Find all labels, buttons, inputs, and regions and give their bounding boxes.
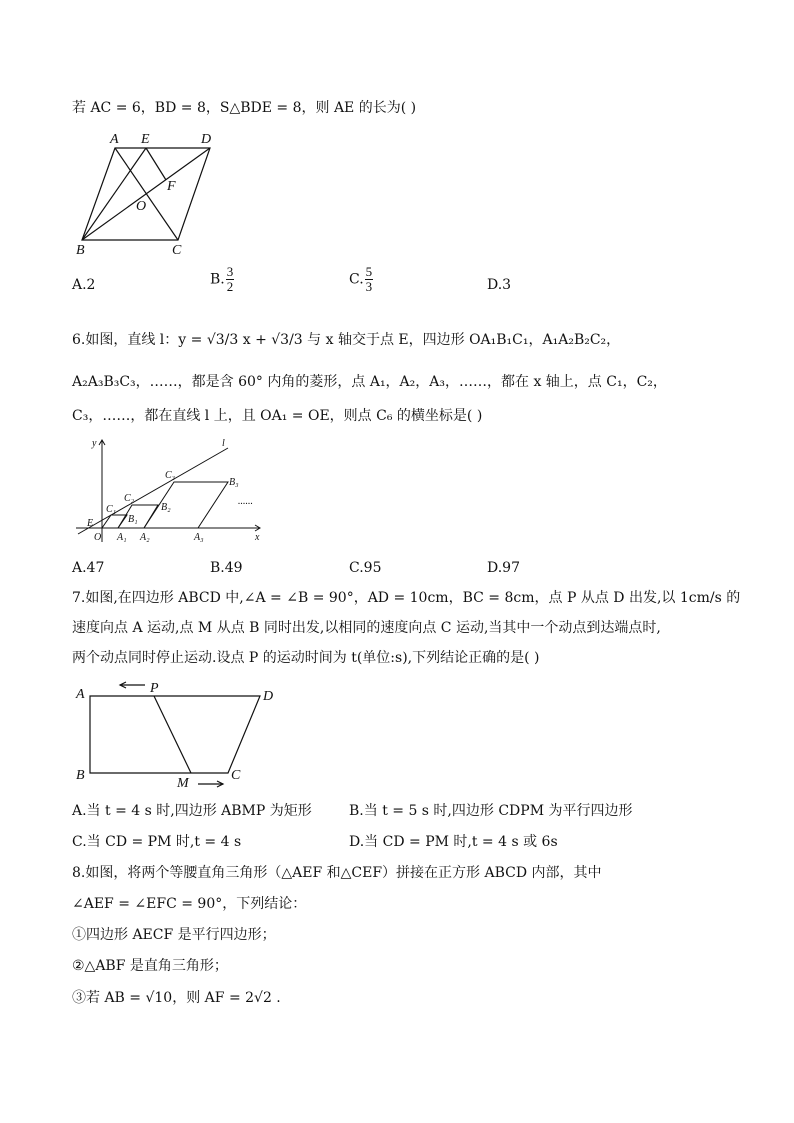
q7-label-p: P xyxy=(150,681,159,696)
q6-label-c3: C₃ xyxy=(165,470,176,481)
q7-figure xyxy=(70,676,290,791)
q7-label-d: D xyxy=(263,689,274,704)
q6-label-x: x xyxy=(255,532,260,543)
q6-line-1: 6.如图，直线 l：y = √3/3 x + √3/3 与 x 轴交于点 E，四边形 OA₁B₁C₁，A₁A₂B₂C₂， xyxy=(72,332,621,348)
q6-label-dots: ...... xyxy=(238,496,253,507)
q6-label-y: y xyxy=(92,438,97,449)
q6-label-e: E xyxy=(87,518,94,529)
q7-line-1: 7.如图,在四边形 ABCD 中,∠A = ∠B = 90°，AD = 10cm，BC = 8cm，点 P 从点 D 出发,以 1cm/s 的 xyxy=(72,590,741,606)
q8-line-2: ∠AEF = ∠EFC = 90°，下列结论： xyxy=(72,896,307,912)
q5-option-b xyxy=(210,265,235,294)
q5-label-f: F xyxy=(167,179,176,194)
q5-option-c-num: 5 xyxy=(365,264,373,279)
q5-label-b: B xyxy=(76,243,85,258)
q5-option-c-prefix: C. xyxy=(349,271,364,288)
q7-option-a: A.当 t = 4 s 时,四边形 ABMP 为矩形 xyxy=(72,803,312,819)
q5-option-b-num: 3 xyxy=(226,264,234,279)
q5-option-d: D.3 xyxy=(487,277,512,293)
q8-item-2: ②△ABF 是直角三角形； xyxy=(72,958,228,974)
q7-line-2: 速度向点 A 运动,点 M 从点 B 同时出发,以相同的速度向点 C 运动,当其中一个动点到达端点时, xyxy=(72,620,661,636)
q5-label-e: E xyxy=(141,132,150,147)
q7-option-d: D.当 CD = PM 时,t = 4 s 或 6s xyxy=(349,834,558,850)
q7-option-c: C.当 CD = PM 时,t = 4 s xyxy=(72,834,242,850)
q6-label-b3: B₃ xyxy=(229,477,239,488)
q8-item-1: ①四边形 AECF 是平行四边形； xyxy=(72,927,276,943)
q6-option-d: D.97 xyxy=(487,560,520,576)
q5-label-c: C xyxy=(172,243,182,258)
q6-label-a1: A₁ xyxy=(117,532,127,543)
q7-label-m: M xyxy=(177,776,189,791)
q5-label-a: A xyxy=(110,132,119,147)
q5-option-b-den: 2 xyxy=(226,279,234,294)
q7-label-c: C xyxy=(231,768,241,783)
q7-label-b: B xyxy=(76,768,85,783)
q8-item-3: ③若 AB = √10，则 AF = 2√2 . xyxy=(72,990,281,1006)
q5-option-b-prefix: B. xyxy=(210,271,225,288)
q5-figure xyxy=(70,128,240,258)
q7-option-b: B.当 t = 5 s 时,四边形 CDPM 为平行四边形 xyxy=(349,803,633,819)
q5-label-o: O xyxy=(136,199,147,214)
q6-label-a2: A₂ xyxy=(140,532,150,543)
q6-figure xyxy=(72,438,272,548)
q5-option-a: A.2 xyxy=(72,277,96,293)
q6-label-c1: C₁ xyxy=(106,504,117,515)
q6-label-l: l xyxy=(222,438,225,449)
q6-label-a3: A₃ xyxy=(194,532,204,543)
q6-label-c2: C₂ xyxy=(124,493,135,504)
q6-option-a: A.47 xyxy=(72,560,105,576)
q5-option-c-den: 3 xyxy=(365,279,373,294)
q8-line-1: 8.如图，将两个等腰直角三角形（△AEF 和△CEF）拼接在正方形 ABCD 内部，其中 xyxy=(72,865,602,881)
q5-label-d: D xyxy=(201,132,212,147)
q6-option-c: C.95 xyxy=(349,560,382,576)
q5-stem: 若 AC = 6，BD = 8，S△BDE = 8，则 AE 的长为( ) xyxy=(72,100,417,116)
q6-label-b1: B₁ xyxy=(128,514,138,525)
q6-label-b2: B₂ xyxy=(161,502,171,513)
q5-option-c-fraction xyxy=(365,265,374,294)
q6-option-b: B.49 xyxy=(210,560,243,576)
q6-line-2: A₂A₃B₃C₃，……，都是含 60° 内角的菱形，点 A₁，A₂，A₃，……，都在 x 轴上，点 C₁，C₂， xyxy=(72,374,667,390)
q7-label-a: A xyxy=(76,687,85,702)
q6-line-3: C₃，……，都在直线 l 上，且 OA₁ = OE，则点 C₆ 的横坐标是( ) xyxy=(72,408,483,424)
q5-option-b-fraction xyxy=(226,265,235,294)
q7-line-3: 两个动点同时停止运动.设点 P 的运动时间为 t(单位:s),下列结论正确的是( ) xyxy=(72,650,540,666)
q6-label-o: O xyxy=(94,532,102,543)
q5-option-c xyxy=(349,265,374,294)
